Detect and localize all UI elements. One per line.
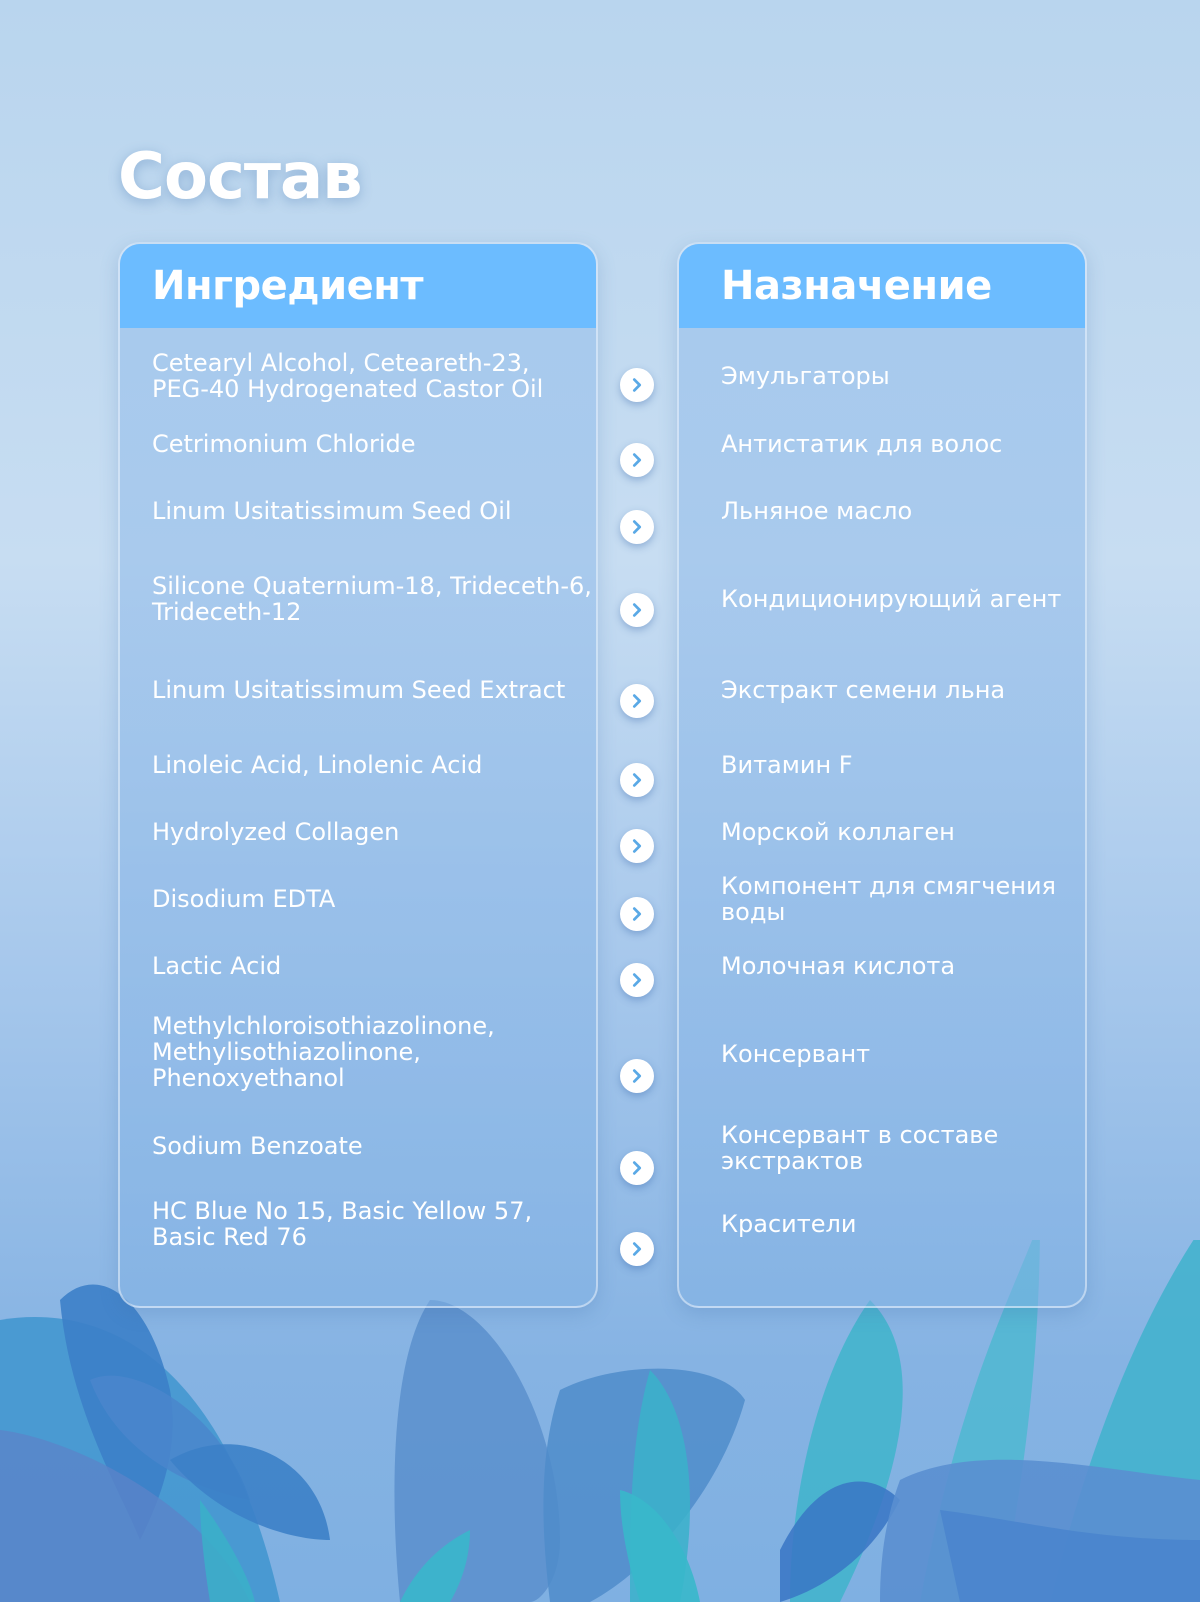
chevron-right-icon — [620, 897, 654, 931]
ingredient-cell: Cetearyl Alcohol, Ceteareth-23, PEG-40 Hydrogenated Castor Oil — [152, 349, 544, 403]
chevron-right-icon — [620, 593, 654, 627]
chevron-right-icon — [620, 829, 654, 863]
ingredient-cell: Cetrimonium Chloride — [152, 430, 416, 458]
chevron-right-icon — [620, 1232, 654, 1266]
chevron-right-icon — [620, 1059, 654, 1093]
chevron-right-icon — [620, 684, 654, 718]
purpose-cell: Экстракт семени льна — [721, 676, 1006, 704]
purpose-cell: Молочная кислота — [721, 952, 956, 980]
ingredient-cell: Linum Usitatissimum Seed Oil — [152, 497, 512, 525]
ingredient-cell: Disodium EDTA — [152, 885, 336, 913]
purpose-cell: Льняное масло — [721, 497, 913, 525]
ingredient-cell: Methylchloroisothiazolinone, Methylisothiazolinone, Phenoxyethanol — [152, 1012, 495, 1092]
chevron-right-icon — [620, 1151, 654, 1185]
purpose-cell: Эмульгаторы — [721, 362, 890, 390]
ingredient-panel — [118, 242, 598, 1308]
purpose-cell: Антистатик для волос — [721, 430, 1003, 458]
purpose-panel — [677, 242, 1087, 1308]
ingredient-cell: Silicone Quaternium-18, Trideceth-6, Trideceth-12 — [152, 572, 592, 626]
chevron-right-icon — [620, 763, 654, 797]
purpose-cell: Консервант — [721, 1040, 871, 1068]
ingredient-cell: HC Blue No 15, Basic Yellow 57, Basic Red 76 — [152, 1197, 533, 1251]
purpose-cell: Кондиционирующий агент — [721, 585, 1062, 613]
ingredient-header: Ингредиент — [120, 244, 596, 328]
purpose-header: Назначение — [679, 244, 1085, 328]
chevron-right-icon — [620, 963, 654, 997]
ingredient-cell: Linoleic Acid, Linolenic Acid — [152, 751, 483, 779]
ingredient-cell: Linum Usitatissimum Seed Extract — [152, 676, 566, 704]
purpose-cell: Морской коллаген — [721, 818, 955, 846]
chevron-right-icon — [620, 510, 654, 544]
purpose-cell: Компонент для смягчения воды — [721, 872, 1056, 926]
page-title: Состав — [118, 140, 362, 214]
purpose-cell: Красители — [721, 1210, 857, 1238]
purpose-cell: Консервант в составе экстрактов — [721, 1121, 999, 1175]
ingredient-cell: Lactic Acid — [152, 952, 282, 980]
chevron-right-icon — [620, 368, 654, 402]
chevron-right-icon — [620, 443, 654, 477]
ingredient-cell: Sodium Benzoate — [152, 1132, 363, 1160]
purpose-cell: Витамин F — [721, 751, 853, 779]
ingredient-cell: Hydrolyzed Collagen — [152, 818, 400, 846]
